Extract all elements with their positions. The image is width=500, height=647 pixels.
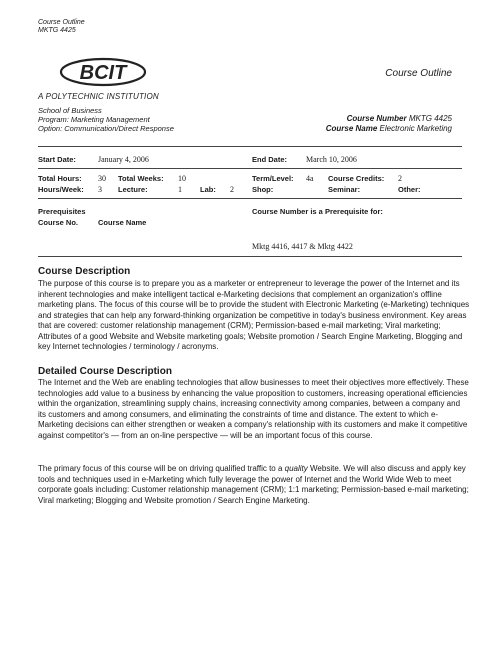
total-hours-value: 30 — [98, 174, 106, 183]
other-label: Other: — [398, 185, 421, 194]
detailed-description-text2 — [38, 464, 470, 506]
lecture-value: 1 — [178, 185, 182, 194]
end-date-value: March 10, 2006 — [306, 155, 357, 164]
detailed-description-text1: The Internet and the Web are enabling technologies that allow businesses to meet their objectives more effectively. These technologies add value to a business by enhancing the value proposition to customers, increasing operational efficiencies within the organization, streamlining supply chains, increasing connectivity among companies, between a company and its customers and among consumers, and eliminating the constraints of time and distance. The extent to which e-Marketing decisions can either strengthen or weaken a company's relationship with its customers and make it competitive against competitor's — from an on-line perspective — will be an important focus of this course. — [38, 378, 469, 440]
hours-week-label: Hours/Week: — [38, 185, 84, 194]
text2-emphasis: quality — [284, 464, 308, 473]
text2-part-a: The primary focus of this course will be on driving qualified traffic to a — [38, 464, 283, 473]
start-date-label: Start Date: — [38, 155, 76, 164]
bcit-logo — [58, 54, 148, 90]
seminar-label: Seminar: — [328, 185, 361, 194]
total-weeks-label: Total Weeks: — [118, 174, 164, 183]
total-weeks-value: 10 — [178, 174, 186, 183]
prereq-title: Prerequisites — [38, 207, 86, 216]
course-number-label: Course Number — [346, 114, 407, 123]
doc-header-code: MKTG 4425 — [38, 27, 76, 34]
prereq-col-name: Course Name — [98, 218, 147, 227]
course-name-line — [326, 124, 452, 134]
school-block — [38, 106, 174, 133]
course-description-text: The purpose of this course is to prepare you as a marketer or entrepreneur to leverage the power of the Internet and its inherent technologies and make intelligent tactical e-Marketing decisions that complement an organization's offline marketing plans. The focus of this course will be to provide the student with Electronic Marketing (e-Marketing) techniques and strategies that can help any forward-thinking organization be competitive in today's business environment. Key areas that are covered: customer relationship management (CRM); Permission-based e-mail marketing; Viral marketing; Attributes of a good Website and Website marketing goals; Website promotion / Search Engine Marketing, Blogging and key Internet technologies / terminology / acronyms. — [38, 279, 470, 351]
course-number-value: MKTG 4425 — [408, 114, 452, 123]
school-name: School of Business — [38, 106, 102, 115]
program-name: Program: Marketing Management — [38, 115, 150, 124]
logo-text: BCIT — [79, 62, 127, 84]
doc-header — [38, 19, 85, 35]
lecture-label: Lecture: — [118, 185, 148, 194]
lab-value: 2 — [230, 185, 234, 194]
detailed-description-title: Detailed Course Description — [38, 366, 172, 377]
lab-label: Lab: — [200, 185, 216, 194]
divider-details — [38, 198, 462, 199]
course-name-value: Electronic Marketing — [379, 124, 452, 133]
end-date-label: End Date: — [252, 155, 288, 164]
term-value: 4a — [306, 174, 314, 183]
doc-header-title: Course Outline — [38, 19, 85, 26]
option-name: Option: Communication/Direct Response — [38, 124, 174, 133]
course-id-block — [326, 114, 452, 134]
bcit-logo-icon — [58, 54, 148, 90]
shop-label: Shop: — [252, 185, 274, 194]
course-description-title: Course Description — [38, 266, 131, 277]
divider-prereq — [38, 256, 462, 257]
course-outline-title: Course Outline — [385, 68, 452, 79]
course-name-label: Course Name — [325, 124, 378, 133]
text2-part-b: Website. We will also discuss and apply key tools and techniques used in e-Marketing which fully leverage the power of Internet and the World Wide Web to meet corporate goals including: Customer relationship management (CRM); 1:1 marketing; Permission-based e-mail marketing; Viral marketing; Blogging and Website promotion / Search Engine Marketing. — [38, 464, 469, 505]
start-date-value: January 4, 2006 — [98, 155, 149, 164]
divider-top — [38, 146, 462, 147]
prereq-col-no: Course No. — [38, 218, 79, 227]
term-label: Term/Level: — [252, 174, 294, 183]
course-number-line — [326, 114, 452, 124]
divider-dates — [38, 168, 462, 169]
credits-label: Course Credits: — [328, 174, 385, 183]
total-hours-label: Total Hours: — [38, 174, 82, 183]
prereq-for-label: Course Number is a Prerequisite for: — [252, 207, 383, 216]
logo-tagline: A POLYTECHNIC INSTITUTION — [38, 92, 159, 101]
prereq-for-value: Mktg 4416, 4417 & Mktg 4422 — [252, 242, 353, 251]
credits-value: 2 — [398, 174, 402, 183]
hours-week-value: 3 — [98, 185, 102, 194]
